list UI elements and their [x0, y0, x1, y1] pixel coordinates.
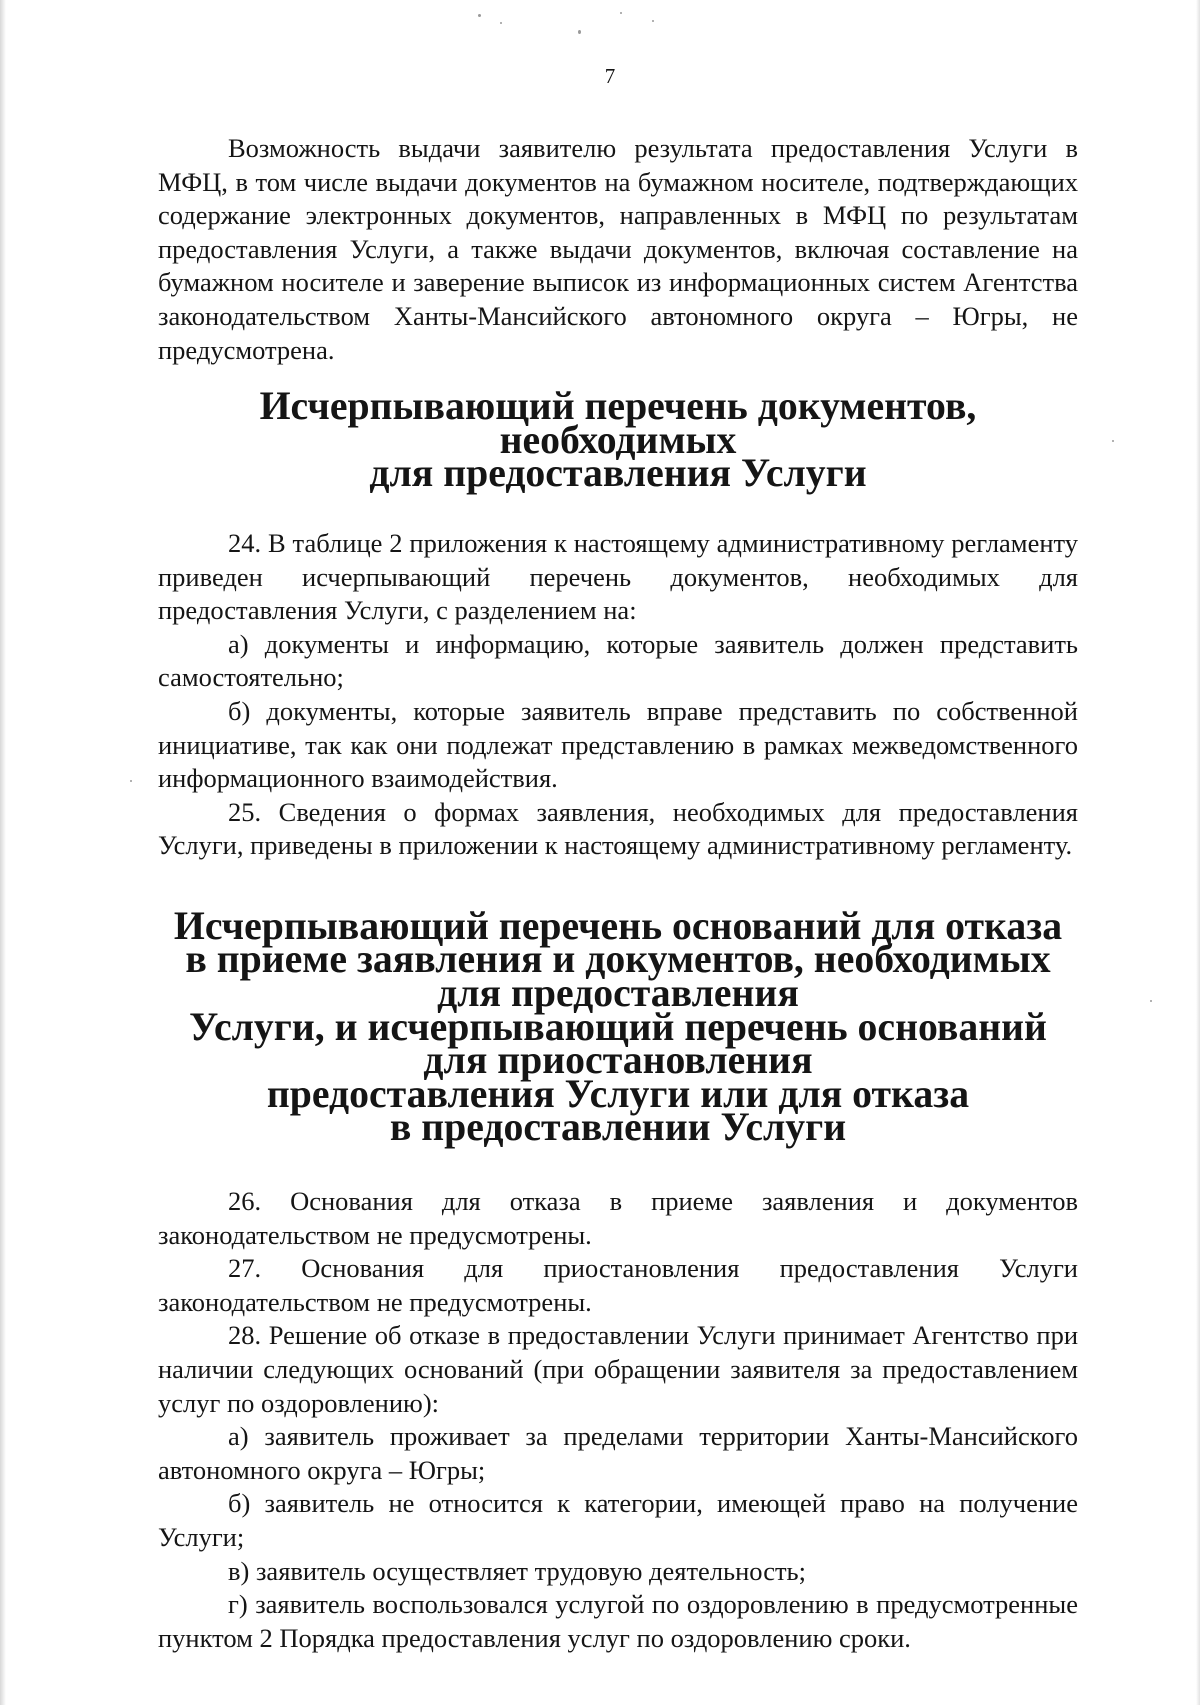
scan-speck	[652, 20, 654, 22]
heading-line: в приеме заявления и документов, необходимых для предоставления	[185, 937, 1051, 1016]
list-item-b: б) документы, которые заявитель вправе представить по собственной инициативе, так как они подлежат представлению в рамках межведомственного информационного взаимодействия.	[158, 695, 1078, 794]
scan-speck	[500, 22, 502, 24]
heading-line: предоставления Услуги или для отказа	[266, 1071, 970, 1116]
page-number: 7	[604, 64, 616, 88]
heading-line: Исчерпывающий перечень оснований для отказа	[173, 903, 1063, 948]
scan-speck	[1150, 1000, 1152, 1002]
paragraph-25: 25. Сведения о формах заявления, необходимых для предоставления Услуги, приведены в приложении к настоящему административному регламенту.	[158, 796, 1078, 861]
heading-line: Услуги, и исчерпывающий перечень оснований для приостановления	[189, 1004, 1047, 1083]
list-item-v: в) заявитель осуществляет трудовую деятельность;	[228, 1555, 807, 1586]
heading-line: в предоставлении Услуги	[389, 1105, 847, 1150]
section-heading-refusal	[158, 903, 1078, 1150]
list-item-g: г) заявитель воспользовался услугой по оздоровлению в предусмотренные пунктом 2 Порядка предоставления услуг по оздоровлению сроки.	[158, 1589, 1078, 1653]
scan-speck	[578, 30, 581, 34]
paragraph-24: 24. В таблице 2 приложения к настоящему административному регламенту приведен исчерпывающий перечень документов, необходимых для предоставления Услуги, с разделением на:	[158, 527, 1078, 626]
intro-paragraph: Возможность выдачи заявителю результата предоставления Услуги в МФЦ, в том числе выдачи документов на бумажном носителе, подтверждающих содержание электронных документов, направленных в МФЦ по результатам предоставления Услуги, а также выдачи документов, включая составление на бумажном носителе и заверение выписок из информационных систем Агентства законодательством Ханты-Мансийского автономного округа – Югры, не предусмотрена.	[158, 133, 1078, 365]
heading-line: для предоставления Услуги	[369, 451, 867, 496]
list-item-b: б) заявитель не относится к категории, имеющей право на получение Услуги;	[158, 1488, 1078, 1552]
paragraph-27: 27. Основания для приостановления предоставления Услуги законодательством не предусмотрены.	[158, 1253, 1078, 1317]
heading-line: Исчерпывающий перечень документов, необходимых	[259, 384, 977, 462]
document-body	[158, 132, 1078, 1655]
scan-speck	[620, 12, 622, 14]
section-heading-documents	[158, 384, 1078, 496]
list-item-a: а) заявитель проживает за пределами территории Ханты-Мансийского автономного округа – Югры;	[158, 1421, 1078, 1485]
scan-speck	[478, 14, 481, 17]
scan-edge-right	[1196, 0, 1200, 1705]
scan-edge-left	[0, 0, 6, 1705]
paragraph-26: 26. Основания для отказа в приеме заявления и документов законодательством не предусмотрены.	[158, 1186, 1078, 1250]
scan-speck	[1112, 440, 1114, 442]
paragraph-28: 28. Решение об отказе в предоставлении Услуги принимает Агентство при наличии следующих оснований (при обращении заявителя за предоставлением услуг по оздоровлению):	[158, 1320, 1078, 1418]
scan-speck	[130, 780, 132, 782]
list-item-a: а) документы и информацию, которые заявитель должен представить самостоятельно;	[158, 628, 1078, 693]
